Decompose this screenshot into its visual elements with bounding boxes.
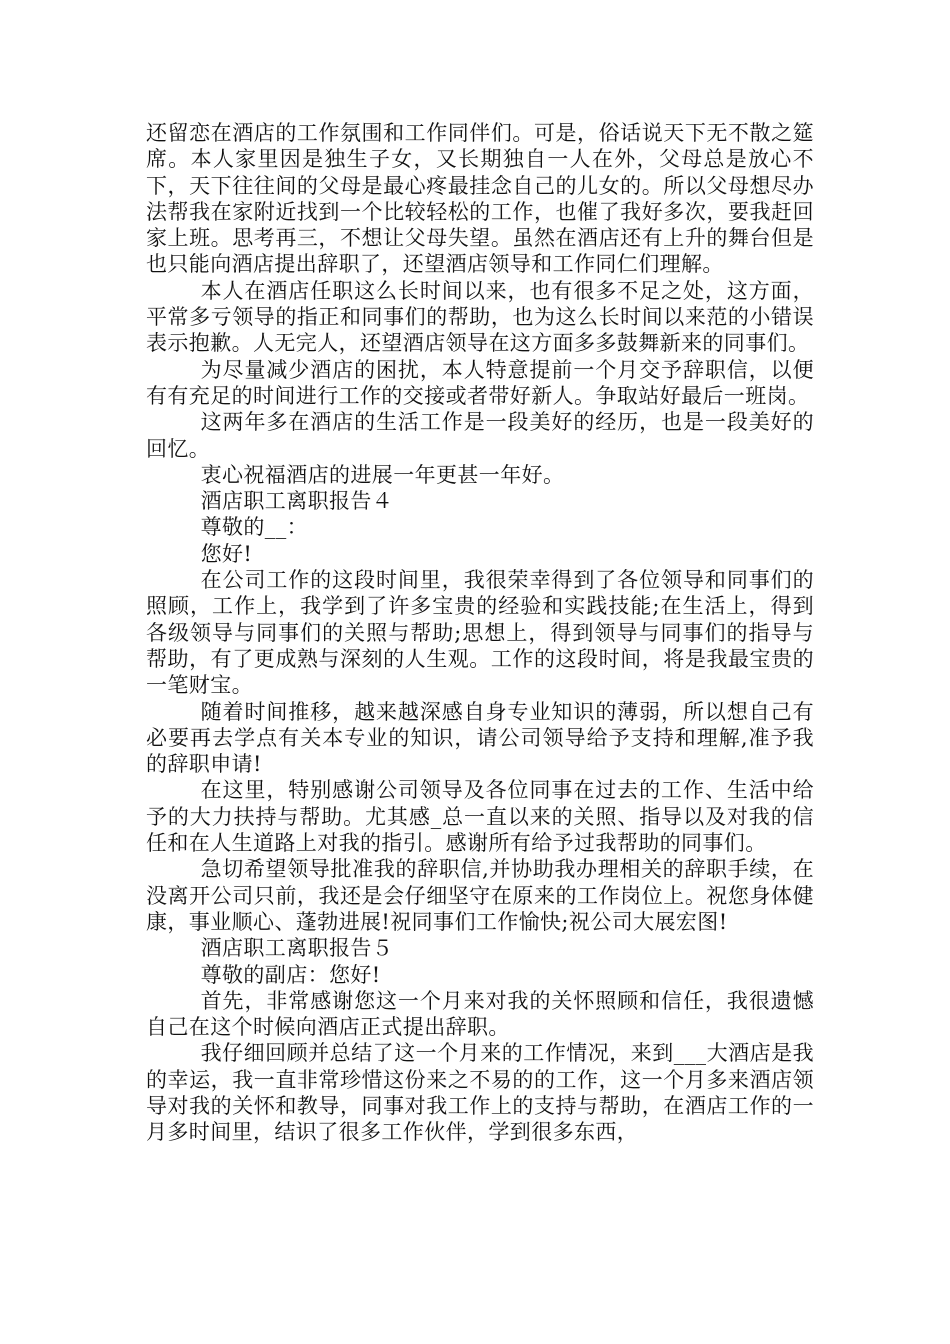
paragraph-1: 还留恋在酒店的工作氛围和工作同伴们。可是，俗话说天下无不散之筵席。本人家里因是独生子女，又长期独自一人在外，父母总是放心不下，天下往往间的父母是最心疼最挂念自己的儿女的。所以父母想尽办法帮我在家附近找到一个比较轻松的工作，也催了我好多次，要我赶回家上班。思考再三，不想让父母失望。虽然在酒店还有上升的舞台但是也只能向酒店提出辞职了，还望酒店领导和工作同仁们理解。	[146, 121, 814, 277]
paragraph-16: 我仔细回顾并总结了这一个月来的工作情况，来到___大酒店是我的幸运，我一直非常珍惜这份来之不易的的工作，这一个月多来酒店领导对我的关怀和教导，同事对我工作上的支持与帮助，在酒店工作的一月多时间里，结识了很多工作伙伴，学到很多东西，	[146, 1041, 814, 1145]
document-body	[146, 120, 814, 1146]
paragraph-5: 衷心祝福酒店的进展一年更甚一年好。	[200, 462, 565, 487]
paragraph-11: 在这里，特别感谢公司领导及各位同事在过去的工作、生活中给予的大力扶持与帮助。尤其感_总一直以来的关照、指导以及对我的信任和在人生道路上对我的指引。感谢所有给予过我帮助的同事们。	[146, 778, 814, 856]
salutation-5: 尊敬的副店：您好!	[200, 962, 381, 987]
paragraph-12: 急切希望领导批准我的辞职信,并协助我办理相关的辞职手续，在没离开公司只前，我还是会仔细坚守在原来的工作岗位上。祝您身体健康，事业顺心、蓬勃进展!祝同事们工作愉快;祝公司大展宏图!	[146, 857, 814, 934]
paragraph-15: 首先，非常感谢您这一个月来对我的关怀照顾和信任，我很遗憾自己在这个时候向酒店正式提出辞职。	[146, 988, 814, 1040]
paragraph-9: 在公司工作的这段时间里，我很荣幸得到了各位领导和同事们的照顾，工作上，我学到了许多宝贵的经验和实践技能;在生活上，得到各级领导与同事们的关照与帮助;思想上，得到领导与同事们的指导与帮助，有了更成熟与深刻的人生观。工作的这段时间，将是我最宝贵的一笔财宝。	[146, 568, 814, 698]
paragraph-2: 本人在酒店任职这么长时间以来，也有很多不足之处，这方面，平常多亏领导的指正和同事们的帮助，也为这么长时间以来范的小错误表示抱歉。人无完人，还望酒店领导在这方面多多鼓舞新来的同事们。	[146, 278, 814, 356]
paragraph-3: 为尽量减少酒店的困扰，本人特意提前一个月交予辞职信，以便有有充足的时间进行工作的交接或者带好新人。争取站好最后一班岗。	[146, 357, 814, 408]
paragraph-10: 随着时间推移，越来越深感自身专业知识的薄弱，所以想自己有必要再去学点有关本专业的知识，请公司领导给予支持和理解,准予我的辞职申请!	[146, 699, 814, 777]
greeting-4: 您好!	[200, 541, 253, 566]
paragraph-4: 这两年多在酒店的生活工作是一段美好的经历，也是一段美好的回忆。	[146, 410, 814, 461]
section-heading-4: 酒店职工离职报告４	[200, 489, 394, 514]
salutation-4: 尊敬的__：	[200, 515, 308, 540]
section-heading-5: 酒店职工离职报告５	[200, 936, 394, 961]
